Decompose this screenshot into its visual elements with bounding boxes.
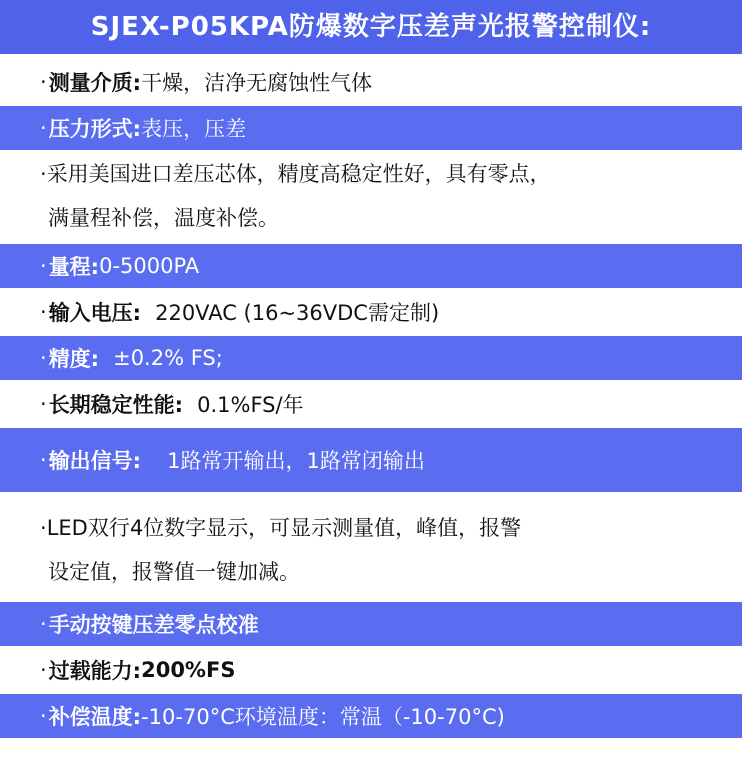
spec-row-medium	[0, 60, 742, 104]
spec-value: 0-5000PA	[99, 254, 200, 278]
spec-value: 1路常开输出，1路常闭输出	[167, 449, 425, 473]
spec-label: 精度:	[48, 347, 100, 371]
bullet: ·	[40, 704, 47, 728]
bullet: ·	[40, 392, 47, 416]
bullet: ·	[40, 516, 47, 540]
spec-text: 手动按键压差零点校准	[48, 613, 259, 637]
bullet: ·	[40, 162, 47, 186]
spec-label: 过载能力:	[48, 659, 142, 683]
spec-text-line2: 满量程补偿，温度补偿。	[48, 206, 279, 230]
spec-row-accuracy	[0, 336, 742, 380]
spec-text-line2: 设定值，报警值一键加减。	[48, 560, 300, 584]
spec-row-chip	[0, 152, 742, 240]
spec-label: 量程:	[48, 255, 100, 279]
spec-row-display	[0, 506, 742, 594]
bullet: ·	[40, 658, 47, 682]
spec-label: 测量介质:	[48, 71, 142, 95]
spec-value: 200%FS	[141, 658, 236, 682]
spec-row-calibration	[0, 602, 742, 646]
spec-value: -10-70°C环境温度：常温（-10-70°C)	[141, 705, 505, 729]
page-title: SJEX-P05KPA防爆数字压差声光报警控制仪:	[0, 0, 742, 54]
spec-label: 长期稳定性能:	[48, 393, 184, 417]
spec-row-form	[0, 106, 742, 150]
spec-value: 220VAC (16~36VDC需定制)	[155, 301, 440, 325]
spec-value: ±0.2% FS;	[113, 346, 223, 370]
bullet: ·	[40, 300, 47, 324]
spec-text-line1: 采用美国进口差压芯体，精度高稳定性好，具有零点，	[46, 162, 551, 186]
spec-row-stability	[0, 382, 742, 426]
bullet: ·	[40, 70, 47, 94]
bullet: ·	[40, 612, 47, 636]
spec-row-range	[0, 244, 742, 288]
spec-row-compensation	[0, 694, 742, 738]
spec-row-voltage	[0, 290, 742, 334]
bullet: ·	[40, 448, 47, 472]
spec-label: 输入电压:	[48, 301, 142, 325]
spec-label: 输出信号:	[48, 449, 142, 473]
spec-label: 补偿温度:	[48, 705, 142, 729]
spec-value: 干燥，洁净无腐蚀性气体	[141, 71, 373, 95]
bullet: ·	[40, 254, 47, 278]
bullet: ·	[40, 346, 47, 370]
spec-row-output	[0, 428, 742, 492]
spec-label: 压力形式:	[48, 117, 142, 141]
spec-value: 0.1%FS/年	[197, 393, 304, 417]
spec-text-line1: LED双行4位数字显示，可显示测量值，峰值，报警	[46, 516, 522, 540]
spec-value: 表压，压差	[141, 117, 247, 141]
spec-row-overload	[0, 648, 742, 692]
bullet: ·	[40, 116, 47, 140]
